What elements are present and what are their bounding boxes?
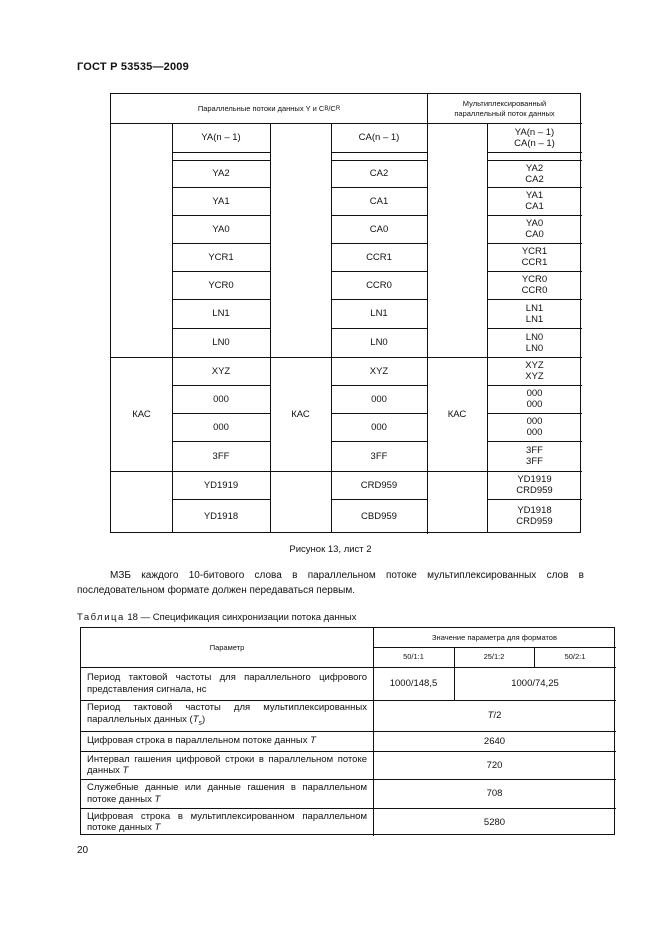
table-18-title [77,612,357,623]
mux-c: CCR1 [521,257,548,268]
kac-label: КАС [132,408,151,420]
param-text: Служебные данные или данные гашения в параллельном потоке данных [87,782,367,805]
mux-stream-cell [487,385,582,413]
param-cell [87,731,367,751]
mux-c: CA1 [525,201,544,212]
section-rule [270,471,331,472]
mux-c: 3FF [526,456,543,467]
format-label: 25/1:2 [483,652,505,661]
param-header-cell [81,628,373,667]
mux-stream-cell [487,215,582,243]
value-header-cell [373,628,616,647]
figure-header-right [427,94,582,123]
kac-label: КАС [447,408,467,420]
param-symbol: T [154,822,161,833]
c-stream-cell: CA0 [369,223,389,235]
y-stream-cell: XYZ [211,365,231,377]
param-cell [87,808,367,836]
c-stream-cell: CA1 [369,195,389,207]
param-cell [87,667,367,700]
y-stream-cell: YA1 [212,195,230,207]
mux-c: CRD959 [516,516,553,527]
mux-stream-cell [487,160,582,187]
value-text: 708 [486,788,503,799]
value-header: Значение параметра для форматов [432,632,557,642]
mux-y: YA2 [525,162,544,174]
value-cell [373,731,616,751]
param-text: Интервал гашения цифровой строки в параллельном потоке данных [87,753,367,776]
page-number: 20 [77,845,89,856]
mux-c: LN1 [525,313,544,325]
mux-y: YCR0 [521,274,548,285]
param-cell [87,700,367,731]
value-text: 5280 [483,816,506,828]
mux-c: CA2 [525,173,544,185]
c-stream-cell: CRD959 [360,479,398,491]
param-header: Параметр [209,642,245,652]
y-stream-cell [172,152,270,160]
mux-y: 000 [526,416,543,427]
figure-header-left [111,94,427,123]
c-stream-cell: CA(n – 1) [358,132,400,143]
header-right-line2: параллельный поток данных [454,108,555,118]
c-stream-cell: 000 [371,421,387,433]
param-close: ) [202,713,206,725]
document-title: ГОСТ Р 53535—2009 [77,61,189,73]
format-header-cell [454,647,534,667]
mux-y: LN0 [525,331,544,343]
mux-y: 3FF [526,445,543,456]
mux-c: CRD959 [516,485,553,496]
c-stream-cell: XYZ [369,365,389,377]
mux-c: CCR0 [521,285,548,296]
y-stream-cell: 000 [213,393,229,405]
value-text: 2640 [483,735,506,747]
param-symbol: T [122,765,129,776]
table-title-text: 18 — Спецификация синхронизации потока данных [124,612,357,623]
param-symbol: T [154,793,161,805]
c-stream-cell: CA2 [369,168,389,179]
c-stream-cell: 000 [371,393,387,405]
param-cell [87,751,367,779]
mux-stream-cell [487,243,582,271]
format-label: 50/2:1 [564,652,586,661]
value-symbol: T [487,710,494,721]
value-text: 720 [486,759,503,771]
y-stream-cell: YA0 [212,223,230,235]
mux-stream-cell [487,152,582,160]
figure-caption: Рисунок 13, лист 2 [289,544,372,555]
value-cell [373,779,616,808]
y-stream-cell: YD1919 [203,479,239,491]
mux-stream-cell [487,441,582,471]
y-stream-cell: YD1918 [203,510,239,522]
y-stream-cell: LN0 [212,337,230,348]
mux-stream-cell [487,499,582,533]
param-cell [87,779,367,808]
value-text: 1000/74,25 [511,678,559,689]
mux-y: XYZ [525,360,544,371]
param-text: Период тактовой частоты для параллельного цифрового представления сигнала, нс [87,672,367,695]
c-stream-cell: LN0 [370,337,388,348]
y-stream-cell: YA2 [212,168,230,179]
table-title-prefix: Таблица [77,612,125,623]
value-cell [373,808,616,836]
mux-stream-cell [487,357,582,385]
mux-c: LN0 [525,342,544,354]
section-rule [427,471,487,472]
mux-stream-cell [487,328,582,357]
mux-y: YA1 [525,190,544,201]
mux-c: CA0 [525,229,544,240]
header-left-sub-b: B [324,105,329,112]
header-left-text: Параллельные потоки данных Y и C [197,103,325,113]
mux-c: 000 [526,427,543,438]
y-stream-cell: 000 [213,421,229,433]
table-18 [80,627,615,835]
param-symbol: T [192,713,199,725]
mux-stream-cell [487,471,582,499]
y-stream-cell: YCR0 [208,279,234,291]
mux-y: YA0 [525,218,544,229]
mux-y: YA(n – 1) [514,126,555,138]
param-text: Цифровая строка в мультиплексированном параллельном потоке данных [87,810,367,833]
value-text: 1000/148,5 [389,678,438,689]
header-left-sub-r: R [335,105,341,112]
param-symbol: T [310,735,316,747]
param-subscript: s [198,719,203,727]
mux-c: XYZ [525,371,544,382]
mux-y: 000 [526,388,543,399]
mux-stream-cell [487,413,582,441]
mux-stream-cell [487,123,582,152]
mux-y: LN1 [525,302,544,314]
param-text: Период тактовой частоты для мультиплексированных параллельных данных ( [87,702,367,725]
c-stream-cell: CBD959 [361,510,397,522]
body-paragraph: МЗБ каждого 10-битового слова в параллельном потоке мультиплексированных слов в последовательном формате должен передаваться первым. [77,570,584,596]
c-stream-cell: LN1 [370,308,388,319]
param-text: Цифровая строка в параллельном потоке данных [87,735,311,747]
c-stream-cell [331,152,427,160]
header-left-sep: /C [328,103,336,113]
header-right-line1: Мультиплексированный [462,98,547,108]
mux-y: YD1919 [517,474,552,485]
y-stream-cell: LN1 [212,308,230,319]
mux-stream-cell [487,271,582,299]
format-header-cell [534,647,616,667]
figure-13-table [110,93,581,533]
c-stream-cell: CCR0 [366,279,392,291]
kac-label: КАС [291,408,310,420]
y-stream-cell: 3FF [212,450,230,462]
c-stream-cell: 3FF [370,450,388,462]
c-stream-cell: CCR1 [366,251,392,263]
mux-c: CA(n – 1) [514,137,555,149]
mux-c: 000 [526,399,543,410]
section-rule [111,471,172,472]
value-text: /2 [493,710,502,721]
y-stream-cell: YA(n – 1) [201,132,241,143]
mux-y: YD1918 [517,505,552,516]
mux-stream-cell [487,187,582,215]
value-cell [373,667,454,700]
value-cell [373,700,616,731]
format-label: 50/1:1 [403,652,424,661]
mux-stream-cell [487,299,582,328]
value-cell [373,751,616,779]
value-cell [454,667,616,700]
format-header-cell [373,647,454,667]
mux-y: YCR1 [521,246,548,257]
y-stream-cell: YCR1 [208,251,234,263]
